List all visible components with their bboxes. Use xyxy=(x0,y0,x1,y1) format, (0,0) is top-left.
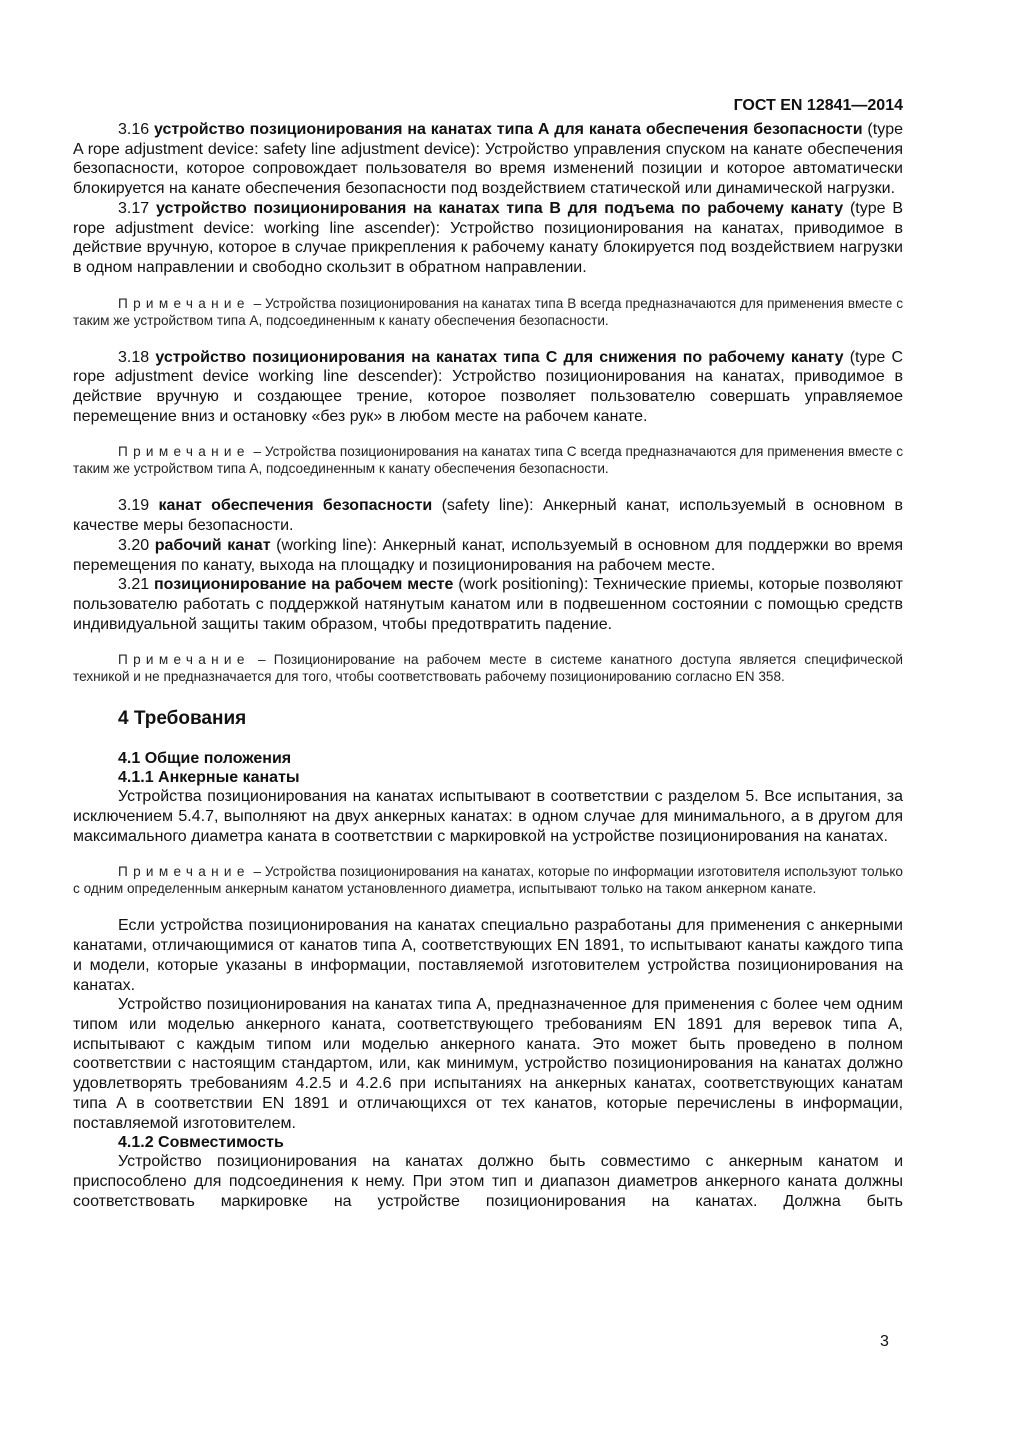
note-label: Примечание xyxy=(118,652,250,668)
note-label: Примечание xyxy=(118,864,250,880)
paragraph-3-19: 3.19 канат обеспечения безопасности (safety line): Анкерный канат, используемый в основном в качестве меры безопасности. xyxy=(73,497,903,535)
term-3-20: рабочий канат xyxy=(154,536,271,554)
note-3-21: Примечание – Позиционирование на рабочем месте в системе канатного доступа является специфической техникой и не предназначается для того, чтобы соответствовать рабочему позиционированию согласно EN 358. xyxy=(73,652,903,685)
paragraph-4-1-2: Устройство позиционирования на канатах должно быть совместимо с анкерным канатом и приспособлено для подсоединения к нему. При этом тип и диапазон диаметров анкерного каната должны соответствовать маркировке на устройстве позиционирования на канатах. Должна быть xyxy=(73,1153,903,1210)
term-3-17: устройство позиционирования на канатах типа В для подъема по рабочему канату xyxy=(155,199,844,217)
term-3-21: позиционирование на рабочем месте xyxy=(153,576,454,594)
note-label: Примечание xyxy=(118,295,250,311)
note-3-17: Примечание – Устройства позиционирования на канатах типа В всегда предназначаются для применения вместе с таким же устройством типа А, подсоединенным к канату обеспечения безопасности. xyxy=(73,295,903,328)
term-3-19: канат обеспечения безопасности xyxy=(158,497,433,515)
paragraph-4-1-1-a: Устройства позиционирования на канатах испытывают в соответствии с разделом 5. Все испытания, за исключением 5.4.7, выполняют на двух анкерных канатах: в одном случае для минимального, а в другом для максимального диаметра каната в соответствии с маркировкой на устройстве позиционирования на канатах. xyxy=(73,788,903,845)
page-number: 3 xyxy=(880,1333,889,1350)
paragraph-4-1-1-b: Если устройства позиционирования на канатах специально разработаны для применения с анкерными канатами, отличающимися от канатов типа А, соответствующих EN 1891, то испытывают канаты каждого типа и модели, которые указаны в информации, поставляемой изготовителем устройства позиционирования на канатах. xyxy=(73,917,903,994)
subsection-heading-4-1-2: 4.1.2 Совместимость xyxy=(118,1134,284,1152)
note-3-18: Примечание – Устройства позиционирования на канатах типа С всегда предназначаются для применения вместе с таким же устройством типа А, подсоединенным к канату обеспечения безопасности. xyxy=(73,444,903,477)
document-page xyxy=(73,96,903,1211)
paragraph-3-16: 3.16 устройство позиционирования на канатах типа А для каната обеспечения безопасности (type A rope adjustment device: safety line adjustment device): Устройство управления спуском на канате обеспечения безопасности, которое сопровождает пользователя во время изменений позиции и которое автоматически блокируется на канате обеспечения безопасности под воздействием статической или динамической нагрузки. xyxy=(73,121,904,198)
document-header: ГОСТ EN 12841—2014 xyxy=(733,97,903,114)
subsection-heading-4-1: 4.1 Общие положения xyxy=(118,750,292,768)
paragraph-4-1-1-c: Устройство позиционирования на канатах типа А, предназначенное для применения с более чем одним типом или моделью анкерного каната, соответствующего требованиям EN 1891 для веревок типа А, испытывают с каждым типом или моделью анкерного каната. Это может быть проведено в полном соответствии с настоящим стандартом, или, как минимум, устройство позиционирования на канатах должно удовлетворять требованиям 4.2.5 и 4.2.6 при испытаниях на анкерных канатах, соответствующих канатам типа А в соответствии EN 1891 и отличающихся от тех канатов, которые перечислены в информации, поставляемой изготовителем. xyxy=(73,996,903,1132)
paragraph-3-18: 3.18 устройство позиционирования на канатах типа С для снижения по рабочему канату (type C rope adjustment device working line descender): Устройство позиционирования на канатах, приводимое в действие вручную и создающее трение, которое позволяет пользователю совершать управляемое перемещение вниз и остановку «без рук» в любом месте на рабочем канате. xyxy=(73,348,904,425)
term-3-18: устройство позиционирования на канатах типа С для снижения по рабочему канату xyxy=(155,348,844,366)
paragraph-3-17: 3.17 устройство позиционирования на канатах типа В для подъема по рабочему канату (type B rope adjustment device: working line ascender): Устройство позиционирования на канатах, приводимое в действие вручную, которое в случае прикрепления к рабочему канату блокируется под воздействием нагрузки в одном направлении и свободно скользит в обратном направлении. xyxy=(73,199,903,276)
note-4-1-1: Примечание – Устройства позиционирования на канатах, которые по информации изготовителя используют только с одним определенным анкерным канатом установленного диаметра, испытывают только на таком анкерном канате. xyxy=(73,864,903,897)
term-3-16: устройство позиционирования на канатах типа А для каната обеспечения безопасности xyxy=(154,121,863,138)
note-label: Примечание xyxy=(118,444,250,460)
paragraph-3-21: 3.21 позиционирование на рабочем месте (work positioning): Технические приемы, которые позволяют пользователю работать с поддержкой натянутым канатом или в подвешенном состоянии с помощью средств индивидуальной защиты таким образом, чтобы предотвратить падение. xyxy=(73,576,903,633)
subsection-heading-4-1-1: 4.1.1 Анкерные канаты xyxy=(118,769,300,787)
section-heading-4: 4 Требования xyxy=(118,708,247,730)
paragraph-3-20: 3.20 рабочий канат (working line): Анкерный канат, используемый в основном для поддержки во время перемещения по канату, выхода на площадку и позиционирования на рабочем месте. xyxy=(73,536,904,574)
